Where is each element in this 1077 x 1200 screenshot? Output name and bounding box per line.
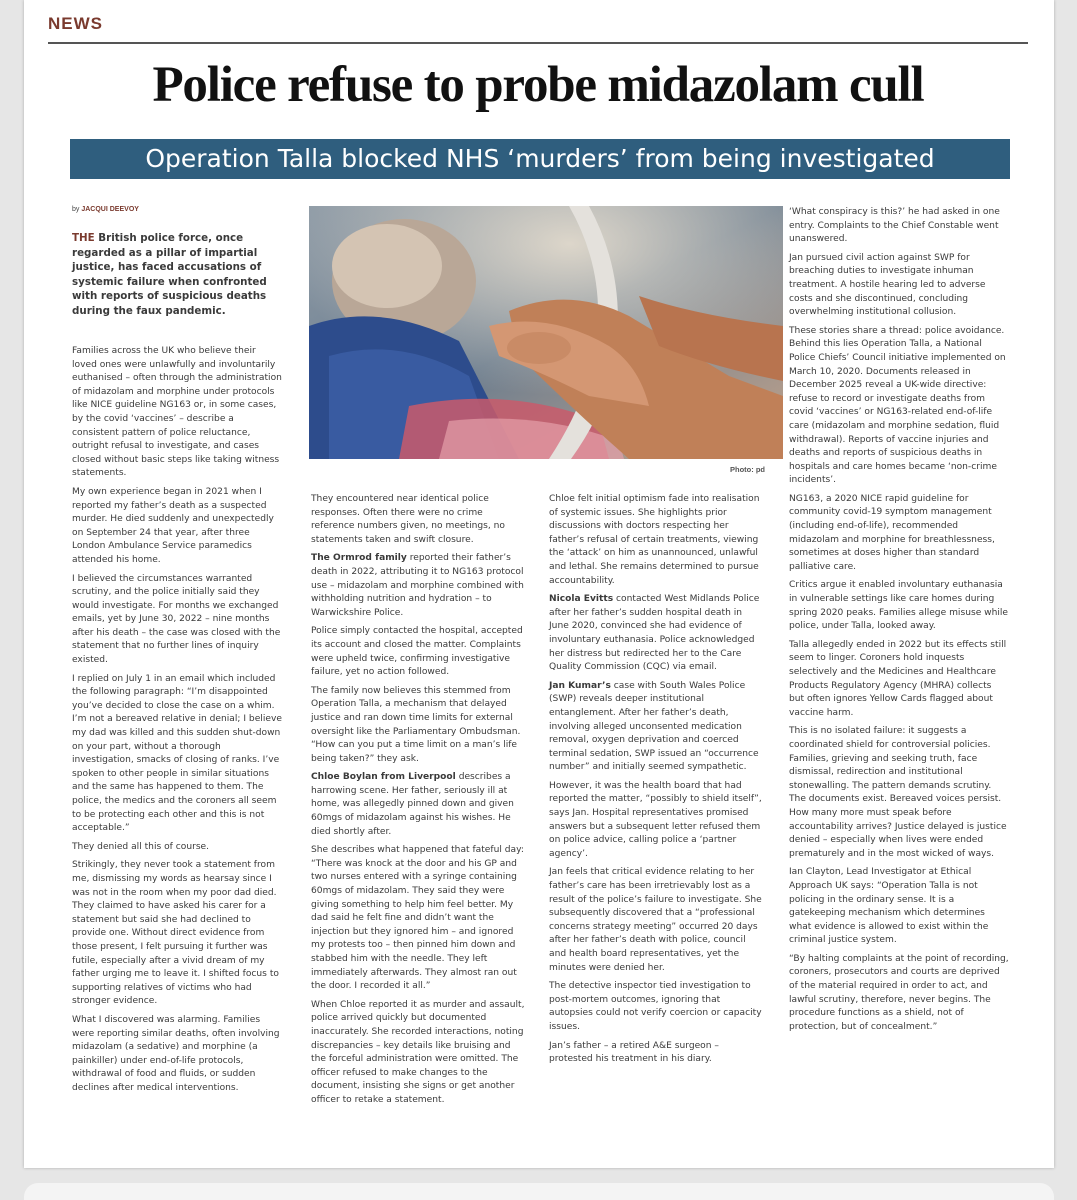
paragraph-text: Jan’s father – a retired A&E surgeon – protested his treatment in his diary.	[549, 1040, 719, 1065]
paragraph-lead-name: Nicola Evitts	[549, 594, 614, 605]
paragraph	[311, 685, 525, 767]
paragraph	[549, 680, 763, 775]
paragraph: “By halting complaints at the point of recording, coroners, prosecutors and courts are deprived of the material required in order to act, and lawful scrutiny, therefore, never begins. The procedure functions as a shield, not of protection, but of concealment.”	[789, 953, 1009, 1032]
paragraph	[311, 771, 525, 839]
intro-lead: THE	[72, 232, 95, 244]
paragraph: My own experience began in 2021 when I reported my father’s death as a suspected murder. He died suddenly and unexpectedly on September 24 that year, after three London Ambulance Service paramedics attended his home.	[72, 486, 274, 565]
paragraph-lead-name: Chloe Boylan from Liverpool	[311, 772, 456, 783]
paragraph-text: However, it was the health board that had reported the matter, “possibly to shield itself”, says Jan. Hospital representatives promised answers but a subsequent letter refused them on police advice, calling police a ‘partner agency’.	[549, 780, 762, 859]
intro-text: British police force, once regarded as a pillar of impartial justice, has faced accusations of systemic failure when confronted with reports of suspicious deaths during the faux pandemic.	[72, 232, 267, 317]
article-column-4	[789, 206, 1009, 1039]
paragraph	[311, 844, 525, 994]
paragraph: Strikingly, they never took a statement from me, dismissing my words as hearsay since I was not in the room when my poor dad died. They claimed to have asked his carer for a statement but said she had declined to provide one. Without direct evidence from those present, I felt pursuing it further was futile, especially after a vivid dream of my father urging me to leave it. I shifted focus to supporting relatives of victims who had stronger evidence.	[72, 860, 279, 1007]
paragraph: I replied on July 1 in an email which included the following paragraph: “I’m disappointed you’ve decided to close the case on a whim. I’m not a bereaved relative in denial; I believe my dad was killed and this sudden shut-down on your part, without a thorough investigation, smacks of closing of ranks. I’ve spoken to other people in similar situations and the same has happened to them. The police, the medics and the coroners all seem to be protecting each other and this is not acceptable.”	[72, 673, 282, 834]
byline-prefix: by	[72, 206, 80, 213]
paragraph-text: describes a harrowing scene. Her father, seriously ill at home, was allegedly pinned down and given 60mgs of midazolam against his wishes. He died shortly after.	[311, 772, 514, 837]
paragraph: ‘What conspiracy is this?’ he had asked in one entry. Complaints to the Chief Constable went unanswered.	[789, 207, 1000, 245]
paragraph: I believed the circumstances warranted scrutiny, and the police initially said they would investigate. For months we exchanged emails, yet by June 30, 2022 – nine months after his death – the case was closed with the statement that no further lines of inquiry existed.	[72, 573, 281, 666]
paragraph	[549, 780, 763, 862]
paragraph: NG163, a 2020 NICE rapid guideline for community covid-19 symptom management (including end-of-life), recommended midazolam and morphine for breathlessness, sometimes at doses higher than standard palliative care.	[789, 493, 995, 572]
paragraph-text: reported their father’s death in 2022, attributing it to NG163 protocol use – midazolam and morphine combined with withholding nutrition and hydration – to Warwickshire Police.	[311, 553, 524, 618]
paragraph	[311, 493, 525, 547]
paragraph-text: The detective inspector tied investigation to post-mortem outcomes, ignoring that autopsies could not verify coercion or capacity issues.	[549, 981, 762, 1032]
paragraph: What I discovered was alarming. Families were reporting similar deaths, often involving midazolam (a sedative) and morphine (a painkiller) under end-of-life protocols, withdrawal of food and fluids, or sudden declines after medical interventions.	[72, 1014, 280, 1093]
section-label: NEWS	[48, 14, 103, 33]
paragraph-text: case with South Wales Police (SWP) reveals deeper institutional entanglement. After her father’s death, involving alleged unconsented medication removal, oxygen deprivation and coerced terminal sedation, SWP issued an “occurrence number” and initially seemed sympathetic.	[549, 680, 759, 773]
paragraph: These stories share a thread: police avoidance. Behind this lies Operation Talla, a National Police Chiefs’ Council initiative implemented on March 10, 2020. Documents released in December 2025 reveal a UK-wide directive: refuse to record or investigate deaths from covid ‘vaccines’ or NG163-related end-of-life care (midazolam and morphine sedation, fluid withdrawal). Reports of vaccine injuries and deaths and reports of suspicious deaths in hospitals and care homes became ‘non-crime incidents’.	[789, 325, 1006, 486]
photo-illustration	[309, 206, 783, 459]
article-column-2	[311, 493, 525, 1113]
paragraph	[549, 866, 763, 975]
paragraph: They denied all this of course.	[72, 841, 210, 852]
paragraph: Jan pursued civil action against SWP for breaching duties to investigate inhuman treatment. A hostile hearing led to adverse costs and she discontinued, concluding overwhelming institutional collusion.	[789, 252, 986, 318]
paragraph: Ian Clayton, Lead Investigator at Ethical Approach UK says: “Operation Talla is not policing in the ordinary sense. It is a gatekeeping mechanism which determines what evidence is allowed to exist within the criminal justice system.	[789, 867, 989, 946]
paragraph	[549, 593, 763, 675]
paragraph-text: The family now believes this stemmed from Operation Talla, a mechanism that delayed justice and ran down time limits for external oversight like the Parliamentary Ombudsman. “How can you put a time limit on a man’s life being taken?” they ask.	[311, 685, 521, 764]
paragraph	[311, 625, 525, 679]
paragraph: This is no isolated failure: it suggests a coordinated shield for controversial policies. Families, grieving and seeking truth, face dismissal, redirection and institutional stonewalling. The pattern demands scrutiny. The documents exist. Bereaved voices persist. How many more must speak before accountability arrives? Justice delayed is justice denied – especially when lives were ended prematurely and in the most wicked of ways.	[789, 726, 1007, 859]
paragraph-text: Chloe felt initial optimism fade into realisation of systemic issues. She highlights prior discussions with doctors respecting her father’s refusal of certain treatments, viewing the ‘attack’ on him as unannounced, unlawful and lethal. She remains determined to pursue accountability.	[549, 494, 760, 586]
paragraph-lead-name: The Ormrod family	[311, 553, 407, 564]
article-photo	[309, 206, 783, 459]
next-post-card-edge	[24, 1183, 1054, 1200]
byline-author: JACQUI DEEVOY	[81, 206, 139, 213]
paragraph-text: They encountered near identical police responses. Often there were no crime reference numbers given, no meetings, no statements taken and swift closure.	[311, 494, 505, 545]
paragraph: Critics argue it enabled involuntary euthanasia in vulnerable settings like care homes during spring 2020 peaks. Families allege misuse while police, under Talla, looked away.	[789, 580, 1009, 632]
paragraph-text: Jan feels that critical evidence relating to her father’s care has been irretrievably lost as a result of the police’s failure to investigate. She subsequently discovered that a “professional concerns strategy meeting” occurred 20 days after her father’s death with police, council and health board representatives, yet the minutes were denied her.	[549, 867, 762, 973]
paragraph-lead-name: Jan Kumar’s	[549, 680, 611, 691]
paragraph-text: When Chloe reported it as murder and assault, police arrived quickly but documented inaccurately. She recorded interactions, noting discrepancies – key details like bruising and the forceful administration were omitted. The officer refused to make changes to the document, insisting she signs or get another officer to retake a statement.	[311, 999, 525, 1105]
subheadline: Operation Talla blocked NHS ‘murders’ from being investigated	[145, 144, 935, 173]
paragraph	[311, 552, 525, 620]
paragraph	[549, 980, 763, 1034]
paragraph-text: Police simply contacted the hospital, accepted its account and closed the matter. Complaints were upheld twice, confirming investigative failure, yet no action followed.	[311, 626, 523, 678]
intro-paragraph	[72, 231, 282, 319]
photo-credit: Photo: pd	[730, 465, 765, 474]
paragraph-text: She describes what happened that fateful day: “There was knock at the door and his GP and two nurses entered with a syringe containing 60mgs of midazolam. They said they were giving something to help him feel better. My dad said he felt fine and didn’t want the injection but they ignored him – and ignored my protests too – then pinned him down and stabbed him with the needle. They left immediately afterwards. They almost ran out the door. I recorded it all.”	[311, 845, 524, 992]
headline: Police refuse to probe midazolam cull	[152, 57, 924, 113]
article-column-1	[72, 345, 282, 1100]
paragraph: Talla allegedly ended in 2022 but its effects still seem to linger. Coroners hold inquests selectively and the Medicines and Healthcare Products Regulatory Agency (MHRA) collects but often ignores Yellow Cards flagged about vaccine harm.	[789, 639, 1007, 718]
paragraph	[311, 999, 525, 1108]
paragraph-text: contacted West Midlands Police after her father’s sudden hospital death in June 2020, convinced she had evidence of involuntary euthanasia. Police acknowledged her distress but redirected her to the Care Quality Commission (CQC) via email.	[549, 594, 760, 673]
article-column-3	[549, 493, 763, 1072]
paragraph	[549, 493, 763, 588]
section-rule	[48, 42, 1028, 44]
paragraph: Families across the UK who believe their loved ones were unlawfully and involuntarily euthanised – often through the administration of midazolam and morphine under protocols like NICE guideline NG163 or, in some cases, by the covid ‘vaccines’ – describe a consistent pattern of police reluctance, outright refusal to investigate, and cases closed without basic steps like taking witness statements.	[72, 346, 282, 479]
paragraph	[549, 1040, 763, 1067]
byline	[72, 206, 139, 213]
